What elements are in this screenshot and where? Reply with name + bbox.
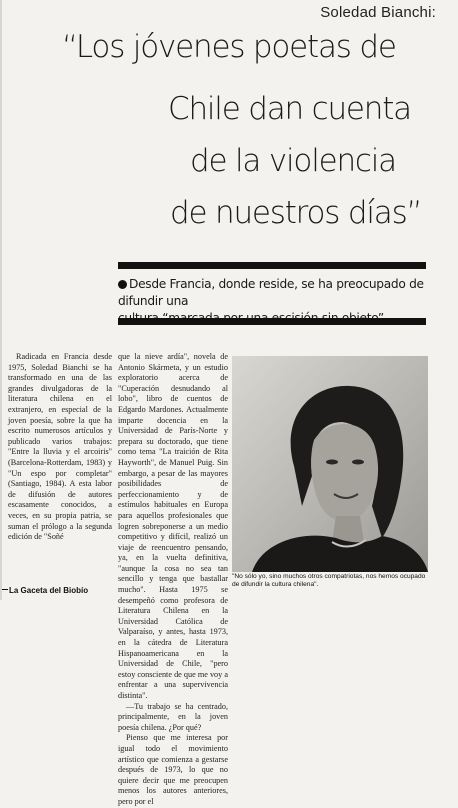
article-column-1 <box>8 352 112 543</box>
column2-paragraph-3: Pienso que me interesa por igual todo el movimiento artístico que comienza a gestarse después de 1973, lo que no quiere decir que me preocupen menos los autores anteriores, pero por el <box>118 733 228 806</box>
headline-line-1: “Los jóvenes poetas de <box>62 29 396 65</box>
lead-top-rule <box>118 262 426 269</box>
column1-paragraph-1: Radicada en Francia desde 1975, Soledad Bianchi se ha transformado en una de las grandes divulgadoras de la literatura chilena en el extranjero, en especial de la joven poesía, sobre la que ha escrito numerosos artículos y publicado varios trabajos: "Entre la lluvia y el arcoiris" (Barcelona-Rotterdam, 1983) y "Un espo por completar" (Santiago, 1984). A esta labor de difusión de autores escasamente conocidos, a veces, en su propia patria, se suman el prólogo a la segunda edición de "Soñé <box>8 352 112 542</box>
portrait-photo <box>232 356 428 572</box>
portrait-photo-illustration <box>232 356 428 572</box>
author-byline: Soledad Bianchi: <box>320 4 436 21</box>
headline-line-4: de nuestros días” <box>170 195 422 231</box>
photo-caption: "No sólo yo, sino muchos otros compatriotas, nos hemos ocupado de difundir la cultura chilena". <box>232 573 426 588</box>
column2-paragraph-2: —Tu trabajo se ha centrado, principalmente, en la joven poesía chilena. ¿Por qué? <box>118 701 228 732</box>
bullet-icon <box>118 280 127 289</box>
lead-line-1: Desde Francia, donde reside, se ha preocupado de difundir una <box>118 277 424 308</box>
lead-bottom-rule <box>118 318 426 325</box>
headline-line-2: Chile dan cuenta <box>168 91 411 127</box>
headline-line-3: de la violencia <box>190 143 396 179</box>
publication-footer <box>2 586 88 595</box>
page-fold-edge <box>0 0 2 600</box>
publication-name: La Gaceta del Biobío <box>9 586 89 595</box>
column2-paragraph-1: que la nieve ardía", novela de Antonio Skármeta, y un estudio exploratorio acerca de "Cuperación desnudando al lobo", libro de cuentos de Edgardo Mardones. Actualmente imparte docencia en la Universidad de París-Norte y prepara su doctorado, que tiene como tema "La traición de Rita Hayworth", de Manuel Puig. Sin embargo, a pesar de las mayores posibilidades de perfeccionamiento y de estímulos habituales en Europa para aquellos profesionales que logren sobreponerse a un medio competitivo y difícil, realizó un viaje de reencuentro pensando, ya, en la vuelta definitiva, "aunque la cosa no sea tan sencillo y tenga que bastallar mucho". Hasta 1975 se desempeñó como profesora de Literatura Chilena en la Universidad Católica de Valparaíso, y antes, hasta 1973, en la cátedra de Literatura Hispanoamericana en la Universidad de Chile, "pero estoy consciente de que me voy a enfrentar a una supervivencia distinta". <box>118 352 228 700</box>
article-column-2 <box>118 352 228 808</box>
footer-dash <box>2 589 8 590</box>
